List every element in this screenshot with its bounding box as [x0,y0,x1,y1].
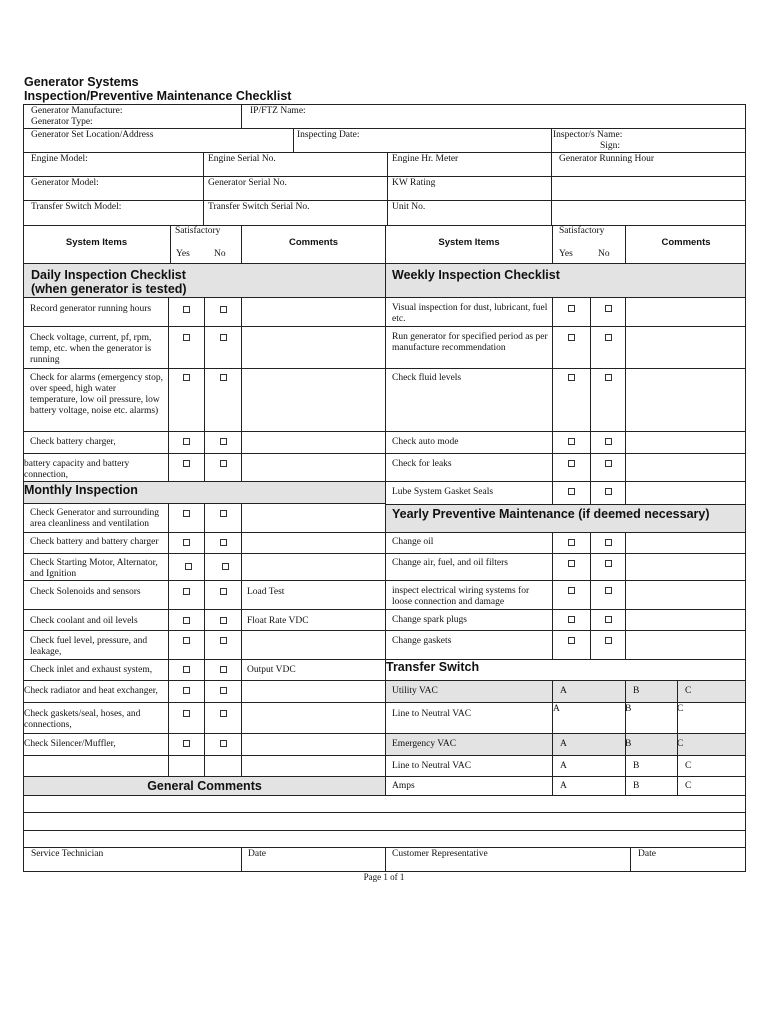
document-title [24,75,291,103]
right-yes-header: Yes [559,249,573,259]
phase-a-label: A [560,739,567,749]
title-line-1: Generator Systems [24,75,139,89]
right-yes-checkbox-6[interactable] [568,488,575,495]
left-yes-checkbox-4[interactable] [183,438,190,445]
left-no-checkbox-3[interactable] [220,374,227,381]
manufacturer-label: Generator Manufacture: [31,106,123,116]
phase-b-label: B [633,686,640,696]
customer-date-label: Date [638,849,656,859]
ts-model-label: Transfer Switch Model: [31,202,122,212]
left-item-1: Record generator running hours [30,304,152,314]
right-yes-checkbox-2[interactable] [568,334,575,341]
engine-serial-label: Engine Serial No. [208,154,276,164]
right-no-header: No [598,249,610,259]
right-yes-checkbox-1[interactable] [568,305,575,312]
right-yes-checkbox-5[interactable] [568,460,575,467]
phase-a-label: A [560,686,567,696]
left-yes-checkbox-9[interactable] [183,588,190,595]
left-item-8: Check Starting Motor, Alternator, and Ignition [30,558,158,579]
left-no-checkbox-8[interactable] [222,563,229,570]
technician-date-label: Date [248,849,266,859]
left-item-4: Check battery charger, [30,437,116,447]
left-yes-checkbox-11[interactable] [183,637,190,644]
right-no-checkbox-6[interactable] [605,488,612,495]
right-yes-checkbox-3[interactable] [568,374,575,381]
left-yes-checkbox-15[interactable] [183,740,190,747]
transfer-row-line-neutral-1: Line to Neutral VAC [392,709,472,719]
daily-section-title [31,268,187,296]
left-yes-checkbox-13[interactable] [183,687,190,694]
phase-b-label: B [633,781,640,791]
left-item-3: Check for alarms (emergency stop, over speed, high water temperature, low oil pressure, low battery voltage, noise etc. alarms) [30,373,164,416]
unit-label: Unit No. [392,202,426,212]
right-no-checkbox-4[interactable] [605,438,612,445]
right-yes-checkbox-4[interactable] [568,438,575,445]
left-no-checkbox-5[interactable] [220,460,227,467]
right-item-6: Lube System Gasket Seals [392,487,494,497]
right-no-checkbox-1[interactable] [605,305,612,312]
left-system-items-header: System Items [65,237,128,248]
transfer-row-line-neutral-2: Line to Neutral VAC [392,761,472,771]
right-item-11: Change gaskets [392,636,452,646]
type-label: Generator Type: [31,117,93,127]
phase-a-label: A [560,761,567,771]
left-item-9: Check Solenoids and sensors [30,587,141,597]
left-no-checkbox-13[interactable] [220,687,227,694]
daily-title-line-2: (when generator is tested) [31,282,187,296]
general-comments-area[interactable] [23,795,746,848]
left-yes-checkbox-12[interactable] [183,666,190,673]
right-satisfactory-header: Satisfactory [559,226,605,236]
customer-representative-label: Customer Representative [392,849,488,859]
yearly-section-title: Yearly Preventive Maintenance (if deemed necessary) [392,507,710,521]
left-yes-checkbox-10[interactable] [183,617,190,624]
right-yes-checkbox-7[interactable] [568,539,575,546]
left-no-checkbox-10[interactable] [220,617,227,624]
right-item-1: Visual inspection for dust, lubricant, fuel etc. [392,303,548,324]
right-item-4: Check auto mode [392,437,459,447]
left-item-2: Check voltage, current, pf, rpm, temp, etc. when the generator is running [30,333,152,365]
float-rate-label: Float Rate VDC [247,616,309,626]
right-item-9: inspect electrical wiring systems for loose connection and damage [392,586,530,607]
right-item-7: Change oil [392,537,434,547]
right-no-checkbox-2[interactable] [605,334,612,341]
transfer-row-emergency: Emergency VAC [392,739,457,749]
engine-hr-label: Engine Hr. Meter [392,154,459,164]
gen-model-label: Generator Model: [31,178,99,188]
info-block [23,104,746,226]
transfer-section-title: Transfer Switch [386,660,480,674]
left-item-14: Check gaskets/seal, hoses, and connections, [24,709,141,730]
left-yes-checkbox-6[interactable] [183,510,190,517]
right-item-5: Check for leaks [392,459,452,469]
left-item-15: Check Silencer/Muffler, [24,739,116,749]
left-yes-checkbox-7[interactable] [183,539,190,546]
left-no-header: No [214,249,226,259]
right-comments-header: Comments [661,237,711,248]
ts-serial-label: Transfer Switch Serial No. [208,202,310,212]
left-yes-checkbox-5[interactable] [183,460,190,467]
left-item-5: battery capacity and battery connection, [24,459,130,480]
kw-label: KW Rating [392,178,436,188]
phase-b-label: B [625,739,632,749]
phase-c-label: C [677,704,684,714]
service-technician-label: Service Technician [31,849,104,859]
weekly-section-title: Weekly Inspection Checklist [392,268,560,282]
inspector-name-label: Inspector/s Name: [553,130,623,140]
inspecting-date-label: Inspecting Date: [297,130,360,140]
right-no-checkbox-10[interactable] [605,616,612,623]
left-yes-checkbox-8[interactable] [185,563,192,570]
page-footer: Page 1 of 1 [363,872,405,882]
phase-a-label: A [560,781,567,791]
left-item-12: Check inlet and exhaust system, [30,665,153,675]
phase-c-label: C [685,781,692,791]
left-comments-header: Comments [288,237,339,248]
sign-label: Sign: [600,141,621,151]
right-no-checkbox-7[interactable] [605,539,612,546]
engine-model-label: Engine Model: [31,154,88,164]
load-test-label: Load Test [247,587,285,597]
right-system-items-header: System Items [438,237,500,248]
left-no-checkbox-12[interactable] [220,666,227,673]
left-item-7: Check battery and battery charger [30,537,159,547]
left-no-checkbox-4[interactable] [220,438,227,445]
left-no-checkbox-9[interactable] [220,588,227,595]
transfer-row-amps: Amps [392,781,415,791]
phase-c-label: C [677,739,684,749]
right-item-3: Check fluid levels [392,373,462,383]
left-yes-checkbox-2[interactable] [183,334,190,341]
phase-c-label: C [685,761,692,771]
left-satisfactory-header: Satisfactory [175,226,221,236]
left-no-checkbox-15[interactable] [220,740,227,747]
right-yes-checkbox-11[interactable] [568,637,575,644]
right-no-checkbox-11[interactable] [605,637,612,644]
left-item-6: Check Generator and surrounding area cleanliness and ventilation [30,508,160,529]
location-label: Generator Set Location/Address [31,130,154,140]
left-no-checkbox-1[interactable] [220,306,227,313]
left-no-checkbox-2[interactable] [220,334,227,341]
left-yes-header: Yes [176,249,190,259]
ipftz-label: IP/FTZ Name: [250,106,306,116]
left-yes-checkbox-14[interactable] [183,710,190,717]
right-no-checkbox-9[interactable] [605,587,612,594]
right-item-2: Run generator for specified period as per manufacture recommendation [392,332,548,353]
right-no-checkbox-8[interactable] [605,560,612,567]
gen-serial-label: Generator Serial No. [208,178,287,188]
title-line-2: Inspection/Preventive Maintenance Checklist [24,89,292,103]
left-no-checkbox-11[interactable] [220,637,227,644]
running-hour-label: Generator Running Hour [559,154,654,164]
general-section-title: General Comments [147,779,262,793]
phase-b-label: B [625,704,632,714]
left-yes-checkbox-1[interactable] [183,306,190,313]
right-no-checkbox-5[interactable] [605,460,612,467]
phase-a-label: A [553,704,560,714]
right-yes-checkbox-8[interactable] [568,560,575,567]
left-no-checkbox-6[interactable] [220,510,227,517]
right-yes-checkbox-9[interactable] [568,587,575,594]
left-item-11: Check fuel level, pressure, and leakage, [30,636,148,657]
right-yes-checkbox-10[interactable] [568,616,575,623]
transfer-row-utility: Utility VAC [392,686,438,696]
left-item-10: Check coolant and oil levels [30,616,138,626]
right-item-10: Change spark plugs [392,615,467,625]
left-no-checkbox-14[interactable] [220,710,227,717]
monthly-section-title: Monthly Inspection [24,483,138,497]
right-item-8: Change air, fuel, and oil filters [392,558,508,568]
phase-b-label: B [633,761,640,771]
output-vdc-label: Output VDC [247,665,296,675]
left-yes-checkbox-3[interactable] [183,374,190,381]
right-no-checkbox-3[interactable] [605,374,612,381]
daily-title-line-1: Daily Inspection Checklist [31,268,186,282]
phase-c-label: C [685,686,692,696]
left-item-13: Check radiator and heat exchanger, [24,686,158,696]
left-no-checkbox-7[interactable] [220,539,227,546]
